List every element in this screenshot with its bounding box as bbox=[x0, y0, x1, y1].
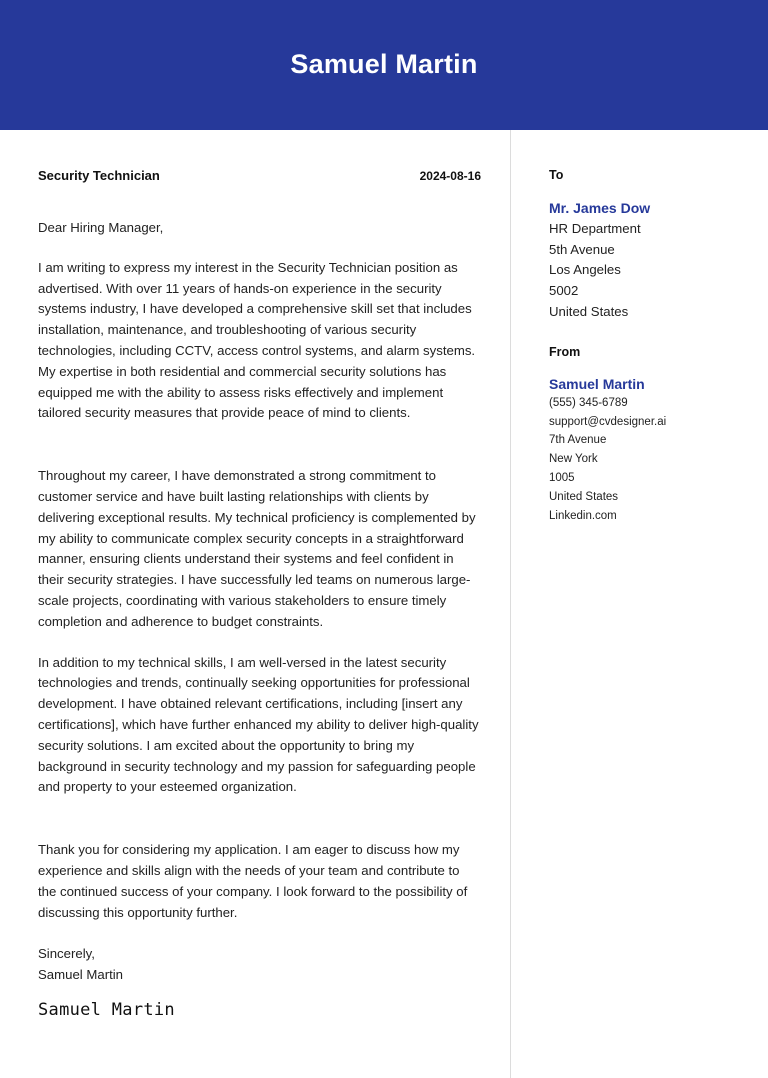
sender-street: 7th Avenue bbox=[549, 434, 607, 447]
letter-date: 2024-08-16 bbox=[419, 169, 481, 183]
header-banner bbox=[0, 0, 768, 130]
sender-email[interactable]: support@cvdesigner.ai bbox=[549, 415, 667, 428]
sender-city: New York bbox=[549, 453, 598, 466]
sidebar bbox=[549, 168, 759, 525]
sender-zip: 1005 bbox=[549, 471, 575, 484]
column-divider bbox=[510, 130, 511, 1078]
job-title: Security Technician bbox=[38, 168, 160, 183]
sender-linkedin-link[interactable]: Linkedin.com bbox=[549, 509, 617, 522]
recipient-city: Los Angeles bbox=[549, 262, 621, 278]
recipient-label: To bbox=[549, 168, 564, 182]
paragraph-4: Thank you for considering my application. I am eager to discuss how my experience and skills align with the needs of your team and contribute to the continued success of your company. I look forward to the possibility of discussing this opportunity further. bbox=[38, 842, 468, 920]
closing-phrase: Sincerely, bbox=[38, 946, 95, 962]
sender-label: From bbox=[549, 344, 581, 359]
salutation: Dear Hiring Manager, bbox=[38, 220, 164, 235]
job-title-row bbox=[38, 168, 481, 188]
recipient-department: HR Department bbox=[549, 220, 641, 236]
sender-name: Samuel Martin bbox=[549, 375, 645, 392]
sender-country: United States bbox=[549, 490, 619, 503]
letter-body bbox=[38, 168, 481, 1020]
closing-block bbox=[38, 944, 481, 986]
paragraph-1: I am writing to express my interest in the Security Technician position as advertised. With over 11 years of hands-on experience in the security systems industry, I have developed a comprehensive skill set that includes installation, maintenance, and troubleshooting of various security technologies, including CCTV, access control systems, and alarm systems. My expertise in both residential and commercial security solutions has equipped me with the ability to assess risks effectively and implement tailored security measures that provide peace of mind to clients. bbox=[38, 259, 476, 421]
paragraph-2: Throughout my career, I have demonstrated a strong commitment to customer service and have built lasting relationships with clients by delivering exceptional results. My technical proficiency is complemented by my ability to communicate complex security concepts in a straightforward manner, ensuring clients understand their systems and feel confident in their security strategies. I have successfully led teams on numerous large-scale projects, coordinating with various stakeholders to ensure timely completion and adherence to budget constraints. bbox=[38, 468, 476, 629]
recipient-street: 5th Avenue bbox=[549, 241, 615, 257]
applicant-name-title: Samuel Martin bbox=[290, 48, 478, 79]
recipient-country: United States bbox=[549, 303, 629, 319]
closing-name: Samuel Martin bbox=[38, 967, 124, 983]
sender-phone[interactable]: (555) 345-6789 bbox=[549, 396, 628, 409]
recipient-name: Mr. James Dow bbox=[549, 200, 651, 216]
signature: Samuel Martin bbox=[38, 999, 175, 1020]
paragraph-3: In addition to my technical skills, I am well-versed in the latest security technologies and trends, continually seeking opportunities for professional development. I have obtained relevant certifications, including [insert any certifications], which have further enhanced my ability to deliver high-quality security solutions. I am excited about the opportunity to bring my background in security technology and my passion for safeguarding people and property to your esteemed organization. bbox=[38, 654, 479, 795]
recipient-zip: 5002 bbox=[549, 283, 579, 299]
